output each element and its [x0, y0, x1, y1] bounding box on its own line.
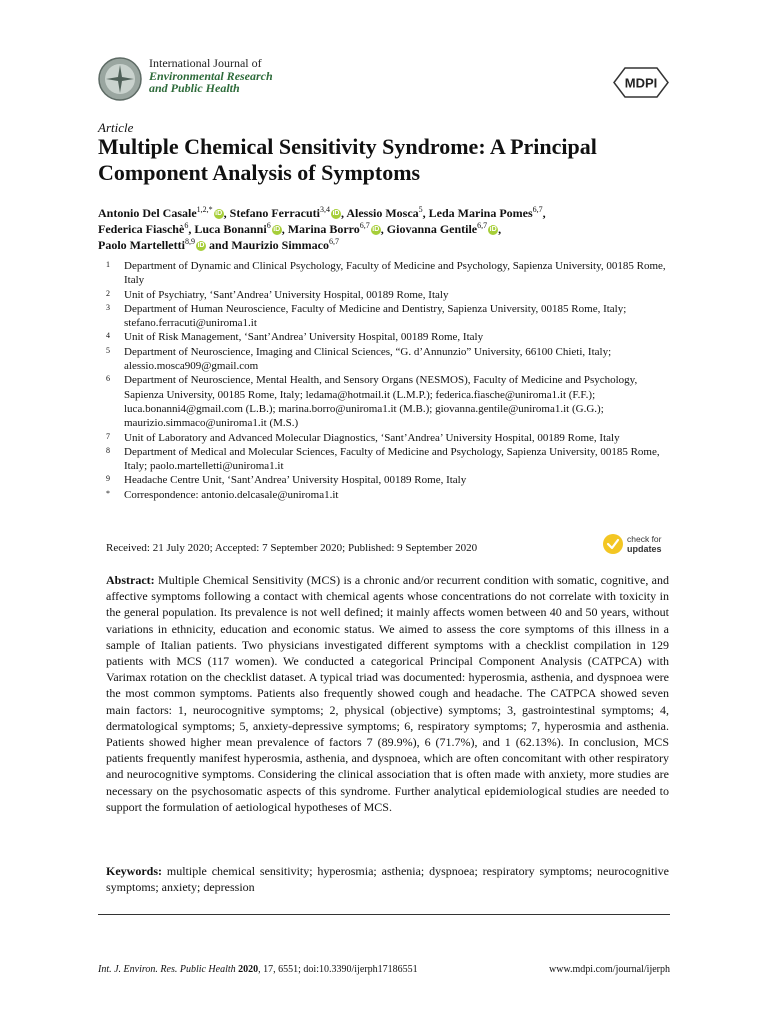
journal-name-line3: and Public Health: [149, 81, 240, 95]
author-list: [98, 205, 678, 253]
affiliation-text: Correspondence: antonio.delcasale@uniroma1.it: [124, 488, 339, 501]
affiliation-number: 3: [106, 302, 110, 312]
affiliation-text: Headache Centre Unit, ‘Sant’Andrea’ University Hospital, 00189 Rome, Italy: [124, 474, 467, 487]
abstract-text: Multiple Chemical Sensitivity (MCS) is a chronic and/or recurrent condition with somatic, cognitive, and affective symptoms following a contact with chemical agents whose concentrations do not correlate with toxicity in the general population. Its prevalence is not well defined; it mainly affects women between 40 and 50 years, without variations in ethnicity, education and economic status. We aimed to assess the core symptoms of this illness in a sample of Italian patients. Two physicians investigated different symptoms with a checklist compilation in 129 patients with MCS (117 women). We conducted a categorical Principal Component Analysis (CATPCA) with Varimax rotation on the checklist dataset. A typical triad was documented: hyperosmia, asthenia, and dyspnoea were the most common symptoms. Patients also frequently showed cough and headache. The CATPCA showed seven main factors: 1, neurocognitive symptoms; 2, physical (objective) symptoms; 3, gastrointestinal symptoms; 4, dermatological symptoms; 5, anxiety-depressive symptoms; 6, respiratory symptoms; 7, hyperosmia and asthenia. Patients showed higher mean prevalence of factors 7 (89.9%), 6 (71.7%), and 1 (62.13%). In conclusion, MCS patients frequently manifest hyperosmia, asthenia, and dyspnoea, which are often concomitant with other respiratory and neurocognitive symptoms. Considering the clinical association that is often made with anxiety, more studies are necessary on the psychosomatic aspects of this syndrome. Further analytical epidemiological studies are needed to support the formulation of aetiological hypotheses of MCS.: [106, 573, 670, 814]
author-affiliation-marker: 3,4: [319, 205, 330, 214]
journal-name-line2: Environmental Research: [149, 68, 273, 83]
affiliation-number: 1: [106, 260, 110, 269]
author-affiliation-marker: 6,7: [477, 221, 488, 230]
author-name: Stefano Ferracuti: [229, 206, 320, 220]
citation-year: 2020: [238, 964, 259, 975]
journal-name-line1: International Journal of: [149, 56, 262, 70]
check-for-label: check for: [627, 534, 662, 544]
affiliation-item: [98, 330, 678, 344]
author-name: Luca Bonanni: [194, 222, 267, 236]
citation-journal: Int. J. Environ. Res. Public Health: [98, 964, 236, 975]
author-affiliation-marker: 6,7: [359, 221, 370, 230]
affiliation-item: [98, 259, 678, 288]
mdpi-logo: [613, 67, 669, 98]
affiliation-text: Department of Human Neuroscience, Faculty of Medicine and Dentistry, Sapienza University, 00185 Rome, Italy; stefano.ferracuti@uniroma1.it: [124, 302, 627, 330]
affiliation-number: 7: [106, 431, 110, 441]
updates-label: updates: [627, 544, 662, 554]
orcid-icon[interactable]: iD: [372, 226, 380, 234]
affiliation-item: [98, 445, 678, 474]
abstract-label: Abstract:: [106, 573, 155, 587]
affiliation-item: [98, 302, 678, 331]
journal-url[interactable]: www.mdpi.com/journal/ijerph: [549, 964, 670, 975]
author-affiliation-marker: 6,7: [328, 237, 339, 246]
journal-logo: [98, 57, 142, 101]
affiliation-text: Department of Neuroscience, Mental Health, and Sensory Organs (NESMOS), Faculty of Medicine and Psychology, Sapienza University, 00185 Rome, Italy; ledama@hotmail.it (L.M.P.); federica.fiasche@uniroma1.it (F.F.); luca.bonanni4@gmail.com (L.B.); marina.borro@uniroma1.it (M.B.); giovanna.gentile@uniroma1.it (G.G.); maurizio.simmaco@uniroma1.it (M.S.): [124, 374, 638, 430]
affiliation-number: 5: [106, 345, 110, 355]
citation-details: , 17, 6551; doi:10.3390/ijerph17186551: [258, 964, 418, 975]
author-separator: ,: [223, 206, 230, 220]
author-separator: ,: [542, 206, 546, 220]
author-separator: ,: [498, 222, 502, 236]
affiliation-number: 9: [106, 474, 110, 484]
author-separator: and: [205, 238, 232, 252]
author-affiliation-marker: 6: [266, 221, 271, 230]
author-separator: ,: [340, 206, 347, 220]
affiliation-number: 8: [106, 445, 110, 455]
paper-title: Multiple Chemical Sensitivity Syndrome: A Principal Component Analysis of Symptoms: [98, 134, 597, 185]
author-affiliation-marker: 6: [184, 221, 189, 230]
author-affiliation-marker: 6,7: [532, 205, 543, 214]
affiliation-item: [98, 288, 678, 302]
publication-dates: Received: 21 July 2020; Accepted: 7 September 2020; Published: 9 September 2020: [106, 542, 478, 554]
author-affiliation-marker: 8,9: [184, 237, 195, 246]
orcid-icon[interactable]: iD: [332, 210, 340, 218]
author-name: Antonio Del Casale: [98, 206, 197, 220]
author-name: Marina Borro: [287, 222, 360, 236]
author-separator: ,: [422, 206, 429, 220]
affiliation-text: Department of Neuroscience, Imaging and Clinical Sciences, “G. d’Annunzio” University, 66100 Chieti, Italy; alessio.mosca909@gmail.com: [124, 345, 612, 373]
author-name: Giovanna Gentile: [386, 222, 478, 236]
author-affiliation-marker: 5: [418, 205, 423, 214]
citation: [98, 964, 418, 975]
affiliation-number: 4: [106, 331, 110, 341]
author-name: Federica Fiaschè: [98, 222, 185, 236]
affiliation-number: 2: [106, 288, 110, 298]
keywords-label: Keywords:: [106, 864, 162, 878]
author-name: Paolo Martelletti: [98, 238, 185, 252]
affiliation-item: [98, 488, 678, 502]
orcid-icon[interactable]: iD: [197, 242, 205, 250]
affiliation-text: Unit of Psychiatry, ‘Sant’Andrea’ University Hospital, 00189 Rome, Italy: [124, 288, 449, 301]
publisher-name: MDPI: [624, 75, 658, 91]
author-separator: ,: [380, 222, 387, 236]
check-for-updates-badge[interactable]: [601, 532, 671, 556]
article-type: Article: [98, 120, 134, 135]
affiliation-item: [98, 345, 678, 374]
affiliation-item: [98, 431, 678, 445]
affiliation-text: Unit of Laboratory and Advanced Molecular Diagnostics, ‘Sant’Andrea’ University Hospital, 00189 Rome, Italy: [124, 431, 620, 444]
author-name: Leda Marina Pomes: [428, 206, 533, 220]
orcid-icon[interactable]: iD: [273, 226, 281, 234]
orcid-icon[interactable]: iD: [215, 210, 223, 218]
affiliation-number: *: [106, 488, 110, 498]
affiliation-item: [98, 373, 678, 430]
journal-name: [149, 57, 273, 95]
footer-divider: [98, 914, 670, 915]
affiliation-list: [98, 259, 678, 502]
abstract: [106, 572, 669, 815]
author-separator: ,: [281, 222, 288, 236]
author-separator: ,: [188, 222, 195, 236]
keywords-text: multiple chemical sensitivity; hyperosmia; asthenia; dyspnoea; respiratory symptoms; neurocognitive symptoms; anxiety; depression: [106, 864, 670, 895]
author-name: Alessio Mosca: [346, 206, 419, 220]
author-affiliation-marker: 1,2,*: [196, 205, 213, 214]
affiliation-text: Department of Dynamic and Clinical Psychology, Faculty of Medicine and Psychology, Sapienza University, 00185 Rome, Italy: [124, 260, 666, 287]
affiliation-number: 6: [106, 374, 110, 384]
keywords: [106, 863, 669, 895]
affiliation-text: Department of Medical and Molecular Sciences, Faculty of Medicine and Psychology, Sapienza University, 00185 Rome, Italy; paolo.martelletti@uniroma1.it: [124, 445, 660, 473]
affiliation-text: Unit of Risk Management, ‘Sant’Andrea’ University Hospital, 00189 Rome, Italy: [124, 331, 484, 344]
affiliation-item: [98, 473, 678, 487]
orcid-icon[interactable]: iD: [489, 226, 497, 234]
author-name: Maurizio Simmaco: [231, 238, 329, 252]
